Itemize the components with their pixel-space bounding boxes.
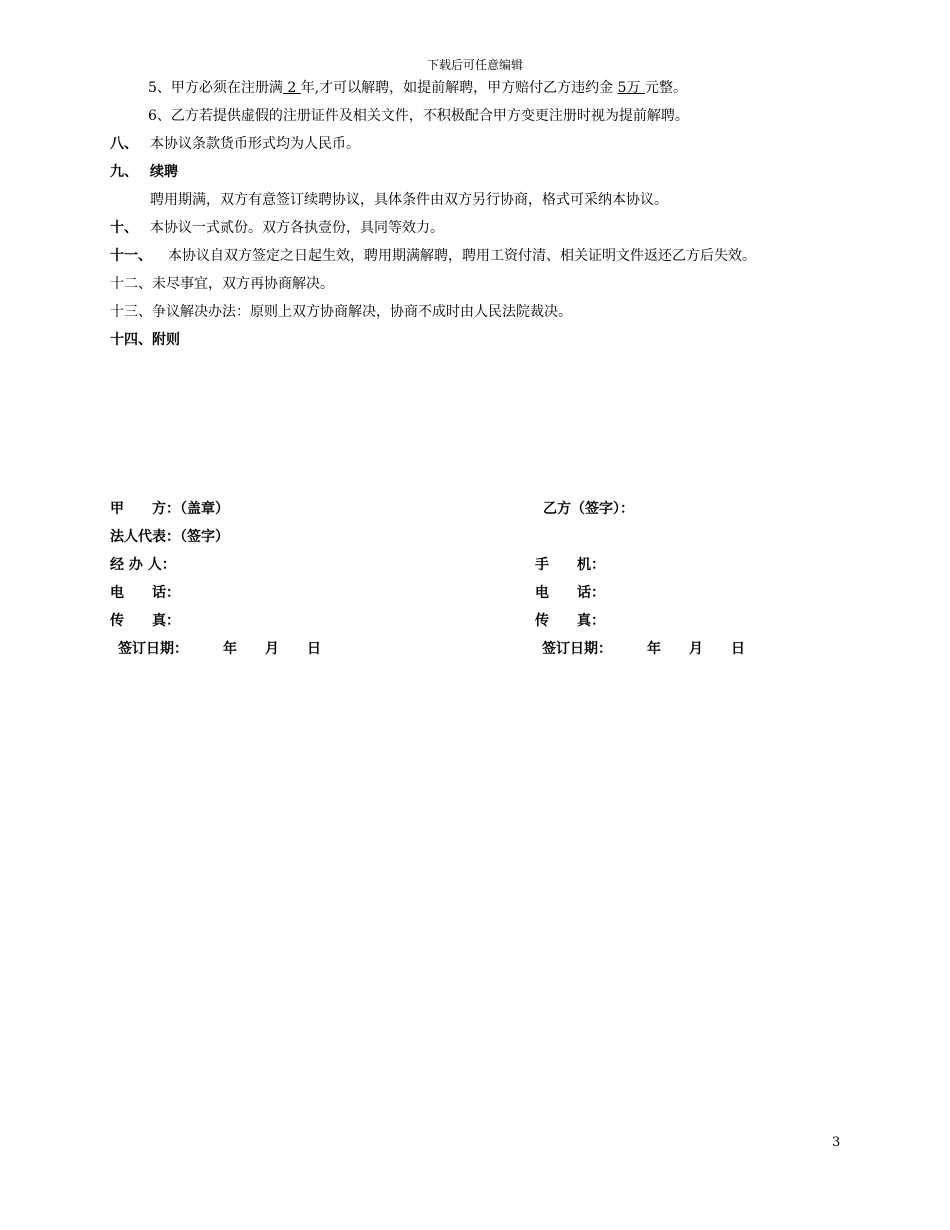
party-a-fax-label: 传 真： bbox=[110, 613, 180, 629]
clause-item-5-post: 元整。 bbox=[645, 80, 687, 96]
party-a-phone-label: 电 话： bbox=[110, 585, 180, 601]
party-a-sign-date: 签订日期： 年 月 日 bbox=[118, 641, 321, 657]
article-14: 十四、附则 bbox=[110, 332, 180, 348]
article-11-text: 本协议自双方签定之日起生效，聘用期满解聘，聘用工资付清、相关证明文件返还乙方后失效。 bbox=[168, 248, 756, 264]
article-8-text: 本协议条款货币形式均为人民币。 bbox=[150, 136, 360, 152]
article-12: 十二、未尽事宜，双方再协商解决。 bbox=[110, 276, 334, 292]
party-b-fax-label: 传 真： bbox=[535, 613, 605, 629]
page-header-note: 下载后可任意编辑 bbox=[426, 58, 523, 72]
page-number: 3 bbox=[832, 1135, 841, 1150]
article-10-text: 本协议一式贰份。双方各执壹份，具同等效力。 bbox=[150, 220, 444, 236]
party-a-handler-label: 经 办 人： bbox=[110, 557, 176, 573]
years-value: 2 bbox=[282, 80, 301, 96]
article-9-body: 聘用期满，双方有意签订续聘协议，具体条件由双方另行协商，格式可采纳本协议。 bbox=[150, 192, 668, 208]
article-10-number: 十、 bbox=[110, 220, 138, 236]
clause-item-5-mid: 年,才可以解聘，如提前解聘，甲方赔付乙方违约金 bbox=[300, 80, 614, 96]
party-b-mobile-label: 手 机： bbox=[535, 557, 605, 573]
article-9-title: 续聘 bbox=[150, 164, 178, 180]
party-a-legal-rep-label: 法人代表：（签字） bbox=[110, 529, 229, 545]
penalty-value: 5万 bbox=[617, 80, 645, 96]
party-a-seal-label: 甲 方：（盖章） bbox=[110, 501, 229, 517]
article-8-number: 八、 bbox=[110, 136, 138, 152]
party-b-phone-label: 电 话： bbox=[535, 585, 605, 601]
article-11-number: 十一、 bbox=[110, 248, 152, 264]
party-b-signature-label: 乙方（签字）： bbox=[543, 501, 634, 517]
article-9-number: 九、 bbox=[110, 164, 138, 180]
article-13: 十三、争议解决办法：原则上双方协商解决，协商不成时由人民法院裁决。 bbox=[110, 304, 572, 320]
clause-item-6: 6、乙方若提供虚假的注册证件及相关文件，不积极配合甲方变更注册时视为提前解聘。 bbox=[148, 108, 689, 124]
clause-item-5 bbox=[148, 78, 687, 98]
party-b-sign-date: 签订日期： 年 月 日 bbox=[542, 641, 745, 657]
clause-item-5-pre: 5、甲方必须在注册满 bbox=[148, 80, 283, 96]
